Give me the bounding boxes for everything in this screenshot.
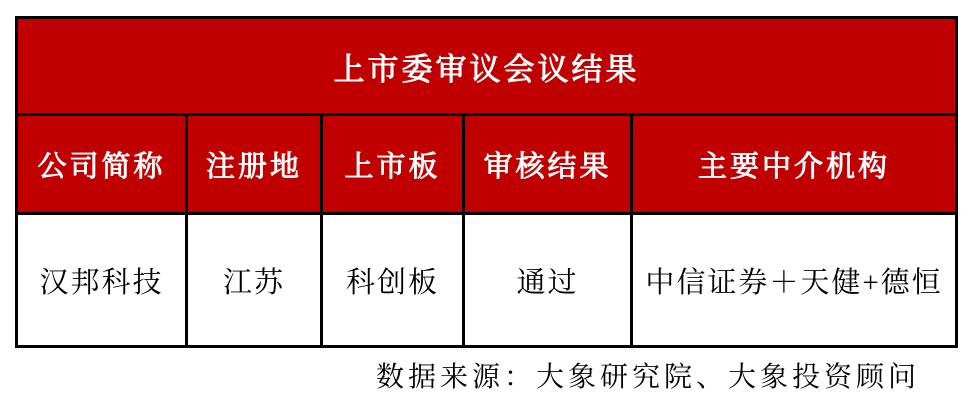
data-source-note: 数据来源：大象研究院、大象投资顾问 (375, 362, 920, 393)
cell-listing-board: 科创板 (322, 214, 464, 347)
listing-results-table (15, 16, 958, 348)
listing-results-table-wrap (15, 16, 955, 348)
column-header-main-intermediaries: 主要中介机构 (632, 115, 957, 214)
table-header-row (17, 115, 957, 214)
table-title-row (17, 18, 957, 115)
column-header-review-result: 审核结果 (464, 115, 632, 214)
cell-main-intermediaries: 中信证券＋天健+德恒 (632, 214, 957, 347)
table-title: 上市委审议会议结果 (17, 18, 957, 115)
cell-company-abbr: 汉邦科技 (17, 214, 187, 347)
cell-registration-place: 江苏 (187, 214, 322, 347)
column-header-registration-place: 注册地 (187, 115, 322, 214)
column-header-listing-board: 上市板 (322, 115, 464, 214)
table-row (17, 214, 957, 347)
cell-review-result: 通过 (464, 214, 632, 347)
column-header-company-abbr: 公司简称 (17, 115, 187, 214)
